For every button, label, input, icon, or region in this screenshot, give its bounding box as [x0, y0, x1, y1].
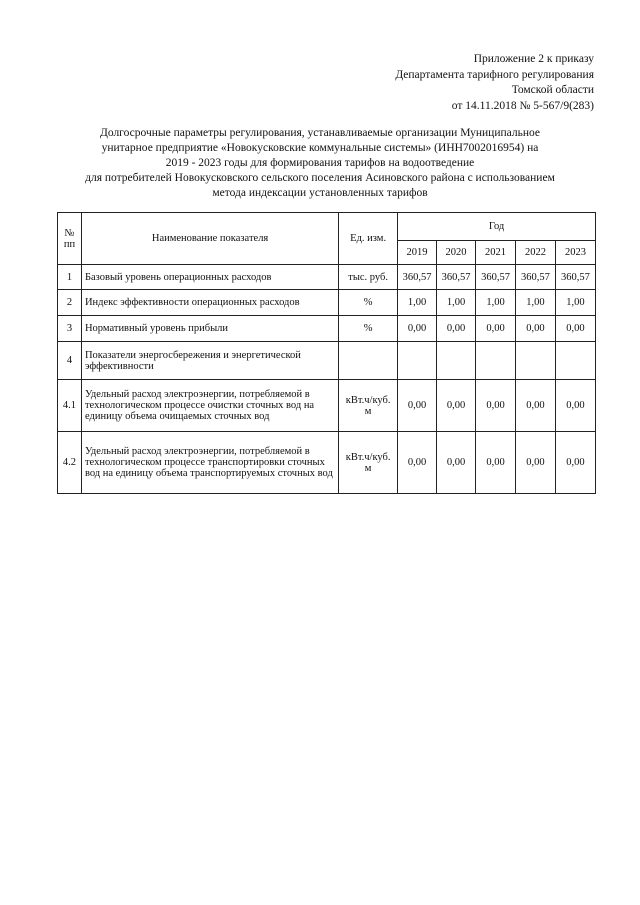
row-value [516, 342, 556, 380]
row-value [437, 342, 476, 380]
row-value: 0,00 [437, 432, 476, 494]
title-line: метода индексации установленных тарифов [212, 187, 428, 199]
title-line: унитарное предприятие «Новокусковские коммунальные системы» (ИНН7002016954) на [101, 142, 539, 154]
row-number: 4 [58, 342, 82, 380]
document-title [20, 126, 620, 201]
row-value: 0,00 [555, 432, 595, 494]
parameters-table [57, 212, 596, 494]
row-value: 0,00 [398, 432, 437, 494]
year-header: 2019 [398, 241, 437, 265]
year-header: 2023 [555, 241, 595, 265]
row-value: 0,00 [476, 380, 516, 432]
row-number: 3 [58, 316, 82, 342]
column-header-unit: Ед. изм. [339, 213, 398, 265]
title-line: 2019 - 2023 годы для формирования тарифов на водоотведение [165, 157, 475, 169]
year-header: 2021 [476, 241, 516, 265]
table-row [58, 265, 596, 290]
table-row [58, 380, 596, 432]
order-appendix-header [395, 52, 594, 114]
column-header-name: Наименование показателя [81, 213, 338, 265]
row-number: 1 [58, 265, 82, 290]
row-value: 0,00 [516, 380, 556, 432]
table-header-row [58, 213, 596, 241]
row-unit: % [339, 290, 398, 316]
row-value: 0,00 [516, 316, 556, 342]
column-header-number: № пп [58, 213, 82, 265]
row-name: Удельный расход электроэнергии, потребляемой в технологическом процессе очистки сточных вод на единицу объема очищаемых сточных вод [81, 380, 338, 432]
row-value: 0,00 [398, 380, 437, 432]
row-unit: тыс. руб. [339, 265, 398, 290]
row-name: Индекс эффективности операционных расходов [81, 290, 338, 316]
row-name: Нормативный уровень прибыли [81, 316, 338, 342]
department-line: Департамента тарифного регулирования [395, 68, 594, 81]
row-value: 360,57 [476, 265, 516, 290]
row-number: 4.1 [58, 380, 82, 432]
row-value: 0,00 [555, 380, 595, 432]
appendix-line: Приложение 2 к приказу [473, 53, 594, 65]
row-value: 0,00 [476, 316, 516, 342]
table-row [58, 290, 596, 316]
row-value: 1,00 [398, 290, 437, 316]
title-line: для потребителей Новокусковского сельского поселения Асиновского района с использованием [85, 172, 555, 184]
row-value: 1,00 [555, 290, 595, 316]
row-name: Показатели энергосбережения и энергетической эффективности [81, 342, 338, 380]
row-value: 0,00 [437, 380, 476, 432]
row-value: 1,00 [437, 290, 476, 316]
row-unit: кВт.ч/куб. м [339, 432, 398, 494]
row-name: Базовый уровень операционных расходов [81, 265, 338, 290]
row-value: 0,00 [555, 316, 595, 342]
year-header: 2022 [516, 241, 556, 265]
order-date-line: от 14.11.2018 № 5-567/9(283) [451, 99, 594, 112]
region-line: Томской области [511, 84, 594, 96]
row-number: 2 [58, 290, 82, 316]
title-line: Долгосрочные параметры регулирования, устанавливаемые организации Муниципальное [100, 127, 540, 139]
row-name: Удельный расход электроэнергии, потребляемой в технологическом процессе транспортировки сточных вод на единицу объема транспортируемых сточных вод [81, 432, 338, 494]
row-value: 1,00 [476, 290, 516, 316]
row-value [398, 342, 437, 380]
row-value: 360,57 [516, 265, 556, 290]
row-value: 0,00 [516, 432, 556, 494]
table-row [58, 316, 596, 342]
row-value: 1,00 [516, 290, 556, 316]
row-unit [339, 342, 398, 380]
column-header-year: Год [398, 213, 596, 241]
table-row [58, 432, 596, 494]
row-unit: кВт.ч/куб. м [339, 380, 398, 432]
row-number: 4.2 [58, 432, 82, 494]
row-value [476, 342, 516, 380]
row-value: 0,00 [476, 432, 516, 494]
row-unit: % [339, 316, 398, 342]
row-value: 360,57 [437, 265, 476, 290]
row-value: 360,57 [398, 265, 437, 290]
row-value [555, 342, 595, 380]
row-value: 0,00 [398, 316, 437, 342]
row-value: 0,00 [437, 316, 476, 342]
table-row [58, 342, 596, 380]
year-header: 2020 [437, 241, 476, 265]
row-value: 360,57 [555, 265, 595, 290]
